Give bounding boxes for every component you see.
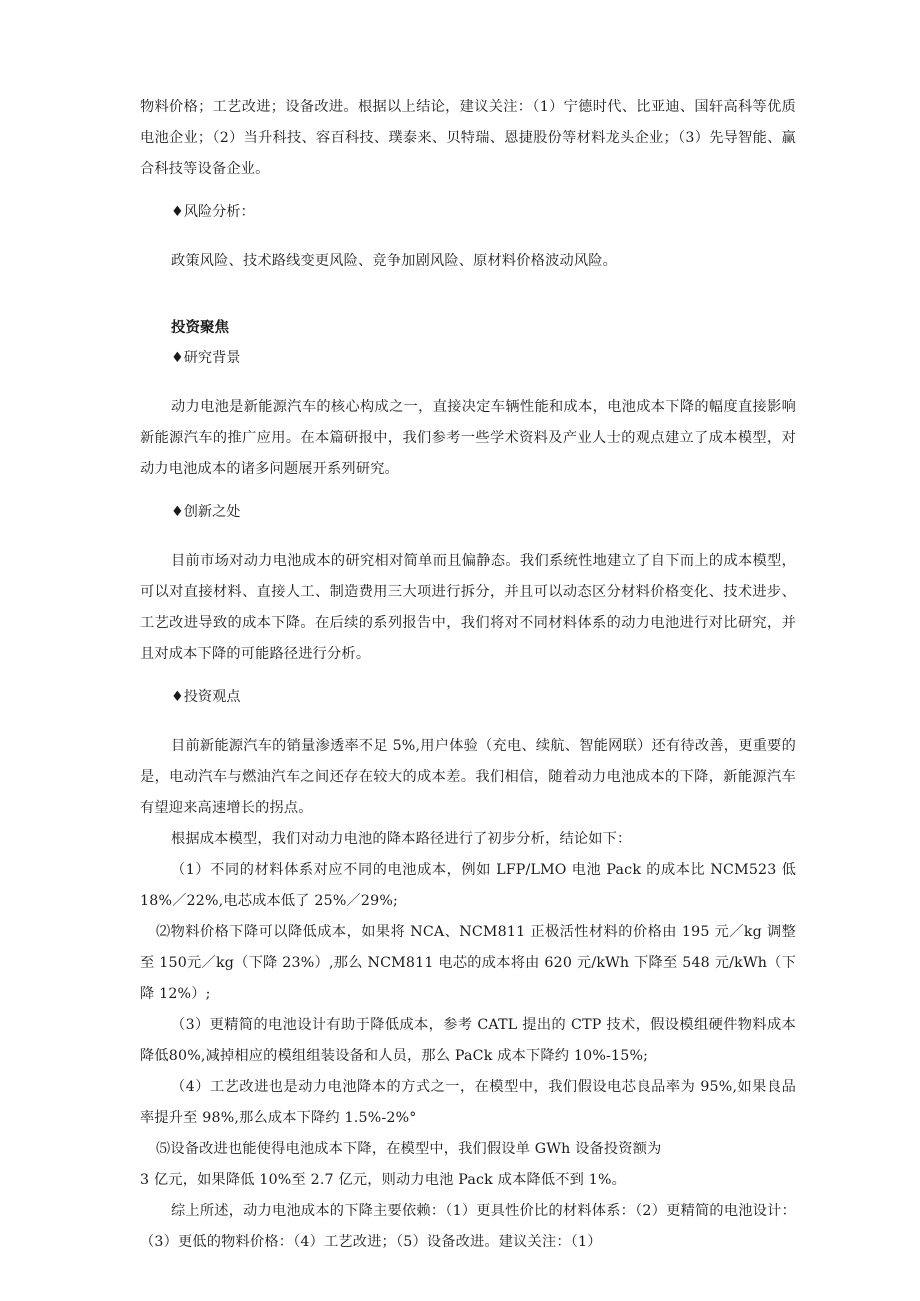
conclusion-item-4: （4）工艺改进也是动力电池降本的方式之一，在模型中，我们假设电芯良品率为 95%,如果良品率提升至 98%,那么成本下降约 1.5%-2%° [140,1079,796,1126]
innovation-heading: ♦创新之处 [171,504,241,520]
risk-text: 政策风险、技术路线变更风险、竞争加剧风险、原材料价格波动风险。 [171,253,618,269]
summary-text: 综上所述，动力电池成本的下降主要依赖：（1）更具性价比的材料体系：（2）更精简的电池设计：（3）更低的物料价格：（4）工艺改进；（5）设备改进。建议关注：（1） [140,1203,796,1250]
conclusion-item-1: （1）不同的材料体系对应不同的电池成本，例如 LFP/LMO 电池 Pack 的成本比 NCM523 低 18%／22%,电芯成本低了 25%／29%; [140,862,796,909]
view-heading: ♦投资观点 [171,689,241,705]
innovation-text: 目前市场对动力电池成本的研究相对简单而且偏静态。我们系统性地建立了自下而上的成本模型，可以对直接材料、直接人工、制造费用三大项进行拆分，并且可以动态区分材料价格变化、技术进步、工艺改进导致的成本下降。在后续的系列报告中，我们将对不同材料体系的动力电池进行对比研究，并且对成本下降的可能路径进行分析。 [140,553,796,662]
conclusion-item-3: （3）更精简的电池设计有助于降低成本，参考 CATL 提出的 CTP 技术，假设模组硬件物料成本降低80%,减掉相应的模组组装设备和人员，那么 PaCk 成本下降约 10%-15%; [140,1017,796,1064]
background-text: 动力电池是新能源汽车的核心构成之一，直接决定车辆性能和成本，电池成本下降的幅度直接影响新能源汽车的推广应用。在本篇研报中，我们参考一些学术资料及产业人士的观点建立了成本模型，对动力电池成本的诸多问题展开系列研究。 [140,399,796,477]
background-heading: ♦研究背景 [171,350,241,366]
risk-heading: ♦风险分析： [171,204,255,220]
paragraph-conclusion: 物料价格；工艺改进；设备改进。根据以上结论，建议关注：（1）宁德时代、比亚迪、国轩高科等优质电池企业；（2）当升科技、容百科技、璞泰来、贝特瑞、恩捷股份等材料龙头企业；（3）先导智能、赢合科技等设备企业。 [140,99,796,177]
conclusion-item-2: ⑵物料价格下降可以降低成本，如果将 NCA、NCM811 正极活性材料的价格由 195 元／kg 调整至 150元／kg（下降 23%）,那么 NCM811 电芯的成本将由 620 元/kWh 下降至 548 元/kWh（下降 12%）; [140,924,796,1002]
conclusion-item-5a: ⑸设备改进也能使得电池成本下降，在模型中，我们假设单 GWh 设备投资额为 [156,1141,662,1157]
view-text-2: 根据成本模型，我们对动力电池的降本路径进行了初步分析，结论如下： [171,831,632,847]
section-title: 投资聚焦 [171,320,229,336]
view-text-1: 目前新能源汽车的销量渗透率不足 5%,用户体验（充电、续航、智能网联）还有待改善，更重要的是，电动汽车与燃油汽车之间还存在较大的成本差。我们相信，随着动力电池成本的下降，新能源汽车有望迎来高速增长的拐点。 [140,738,796,816]
conclusion-item-5b: 3 亿元，如果降低 10%至 2.7 亿元，则动力电池 Pack 成本降低不到 1%。 [140,1172,627,1188]
document-page [140,92,796,1258]
